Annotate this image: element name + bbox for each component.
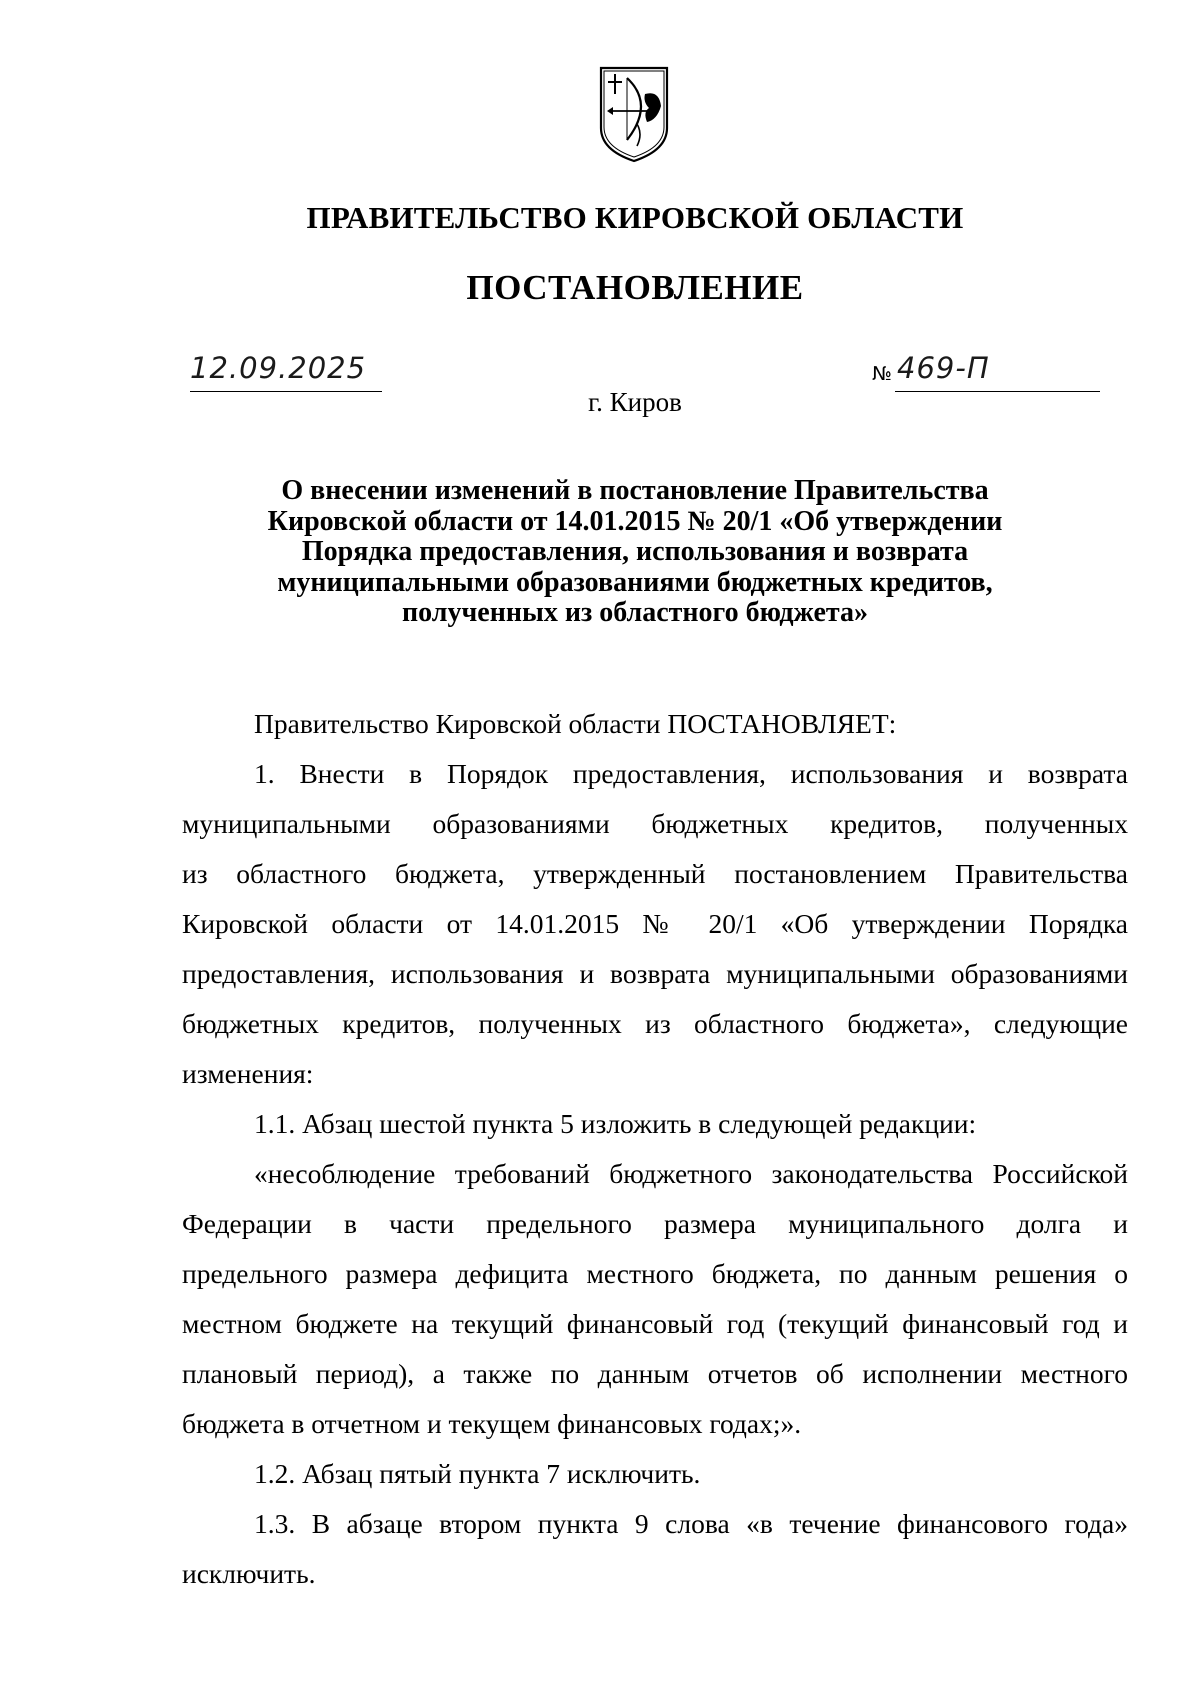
paragraph-1-3-line: исключить. <box>182 1558 316 1589</box>
quote-line: Федерации в части предельного размера муниципального долга и <box>182 1208 1128 1239</box>
subject-line: О внесении изменений в постановление Правительства <box>281 475 989 506</box>
quote-line: предельного размера дефицита местного бюджета, по данным решения о <box>182 1258 1128 1289</box>
paragraph-1-line: Кировской области от 14.01.2015 № 20/1 «Об утверждении Порядка <box>182 908 1128 939</box>
quote-line: плановый период), а также по данным отчетов об исполнении местного <box>182 1358 1128 1389</box>
quote-line: местном бюджете на текущий финансовый год (текущий финансовый год и <box>182 1308 1128 1339</box>
paragraph-1-3-line: 1.3. В абзаце втором пункта 9 слова «в течение финансового года» <box>254 1508 1128 1539</box>
paragraph-1-line: изменения: <box>182 1058 314 1089</box>
paragraph-1-line: предоставления, использования и возврата муниципальными образованиями <box>182 958 1128 989</box>
subject-line: полученных из областного бюджета» <box>402 597 868 628</box>
city-label: г. Киров <box>588 387 682 417</box>
document-body <box>182 699 1128 1599</box>
document-type-title: ПОСТАНОВЛЕНИЕ <box>466 268 804 307</box>
paragraph-1-line: из областного бюджета, утвержденный постановлением Правительства <box>182 858 1128 889</box>
coat-of-arms-emblem <box>597 64 671 164</box>
subject-line: Кировской области от 14.01.2015 № 20/1 «Об утверждении <box>267 505 1003 537</box>
preamble: Правительство Кировской области ПОСТАНОВЛЯЕТ: <box>254 708 897 739</box>
paragraph-1-1: 1.1. Абзац шестой пункта 5 изложить в следующей редакции: <box>254 1108 977 1139</box>
subject-line: муниципальными образованиями бюджетных кредитов, <box>277 566 993 598</box>
coat-of-arms-icon <box>597 64 671 164</box>
number-value: 469-П <box>897 351 990 385</box>
paragraph-1-line: 1. Внести в Порядок предоставления, использования и возврата <box>254 758 1128 789</box>
government-title: ПРАВИТЕЛЬСТВО КИРОВСКОЙ ОБЛАСТИ <box>306 200 964 235</box>
subject-line: Порядка предоставления, использования и возврата <box>301 536 969 567</box>
paragraph-1-line: бюджетных кредитов, полученных из областного бюджета», следующие <box>182 1008 1128 1039</box>
number-sign: № <box>872 363 892 385</box>
subject-heading <box>200 476 1070 629</box>
quote-line: «несоблюдение требований бюджетного законодательства Российской <box>254 1158 1128 1189</box>
quote-line: бюджета в отчетном и текущем финансовых годах;». <box>182 1408 802 1439</box>
date-value: 12.09.2025 <box>190 351 367 385</box>
paragraph-1-line: муниципальными образованиями бюджетных кредитов, полученных <box>182 808 1128 839</box>
paragraph-1-2: 1.2. Абзац пятый пункта 7 исключить. <box>254 1458 701 1489</box>
